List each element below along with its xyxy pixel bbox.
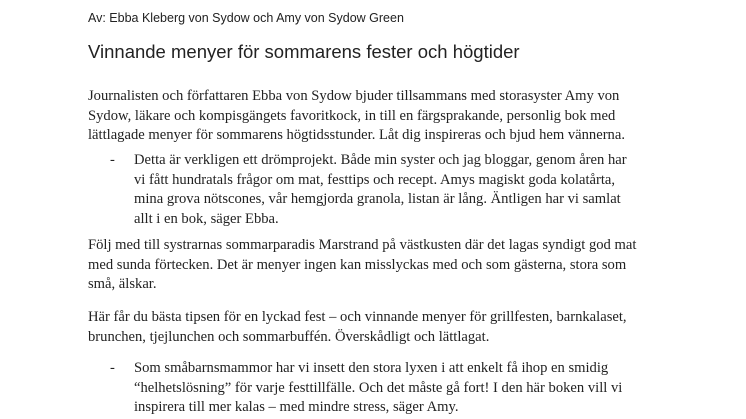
intro-paragraph [88,87,688,146]
paragraph-line: Journalisten och författaren Ebba von Sydow bjuder tillsammans med storasyster Amy von [88,88,620,104]
paragraph-line: Följ med till systrarnas sommarparadis Marstrand på västkusten där det lagas syndigt god mat [88,237,637,253]
page-title: Vinnande menyer för sommarens fester och högtider [88,41,520,62]
quote-line: Detta är verkligen ett drömprojekt. Både min syster och jag bloggar, genom åren har [134,152,627,168]
paragraph-line: med sunda förtecken. Det är menyer ingen kan misslyckas med och som gästerna, stora som [88,256,627,273]
author-byline: Av: Ebba Kleberg von Sydow och Amy von Sydow Green [88,11,404,25]
quote-line: allt i en bok, säger Ebba. [134,210,279,227]
quote-line: “helhetslösning” för varje festtillfälle. Och det måste gå fort! I den här boken vill vi [134,379,623,396]
marstrand-paragraph [88,236,688,295]
quote-line: vi fått hundratals frågor om mat, festtips och recept. Amys magiskt goda kolatårta, [134,171,616,188]
paragraph-line: Sydow, läkare och kompisgängets favoritkock, in till en färgsprakande, personlig bok med [88,107,616,124]
tips-paragraph [88,308,688,347]
quote-ebba [110,151,710,229]
paragraph-line: Här får du bästa tipsen för en lyckad fest – och vinnande menyer för grillfesten, barnkalaset, [88,309,627,325]
dash-bullet: - [110,152,115,168]
paragraph-line: lättlagade menyer för sommarens högtidsstunder. Låt dig inspireras och bjud hem vännerna. [88,127,625,144]
quote-line: inspirera till mer kalas – med mindre stress, säger Amy. [134,399,459,416]
paragraph-line: små, älskar. [88,276,157,293]
dash-bullet: - [110,360,115,376]
quote-line: mina grova nötscones, vår hemgjorda granola, listan är lång. Äntligen har vi samlat [134,191,621,208]
quote-amy [110,359,710,418]
paragraph-line: brunchen, tjejlunchen och sommarbuffén. Överskådligt och lättlagat. [88,328,490,345]
quote-line: Som småbarnsmammor har vi insett den stora lyxen i att enkelt få ihop en smidig [134,360,609,376]
